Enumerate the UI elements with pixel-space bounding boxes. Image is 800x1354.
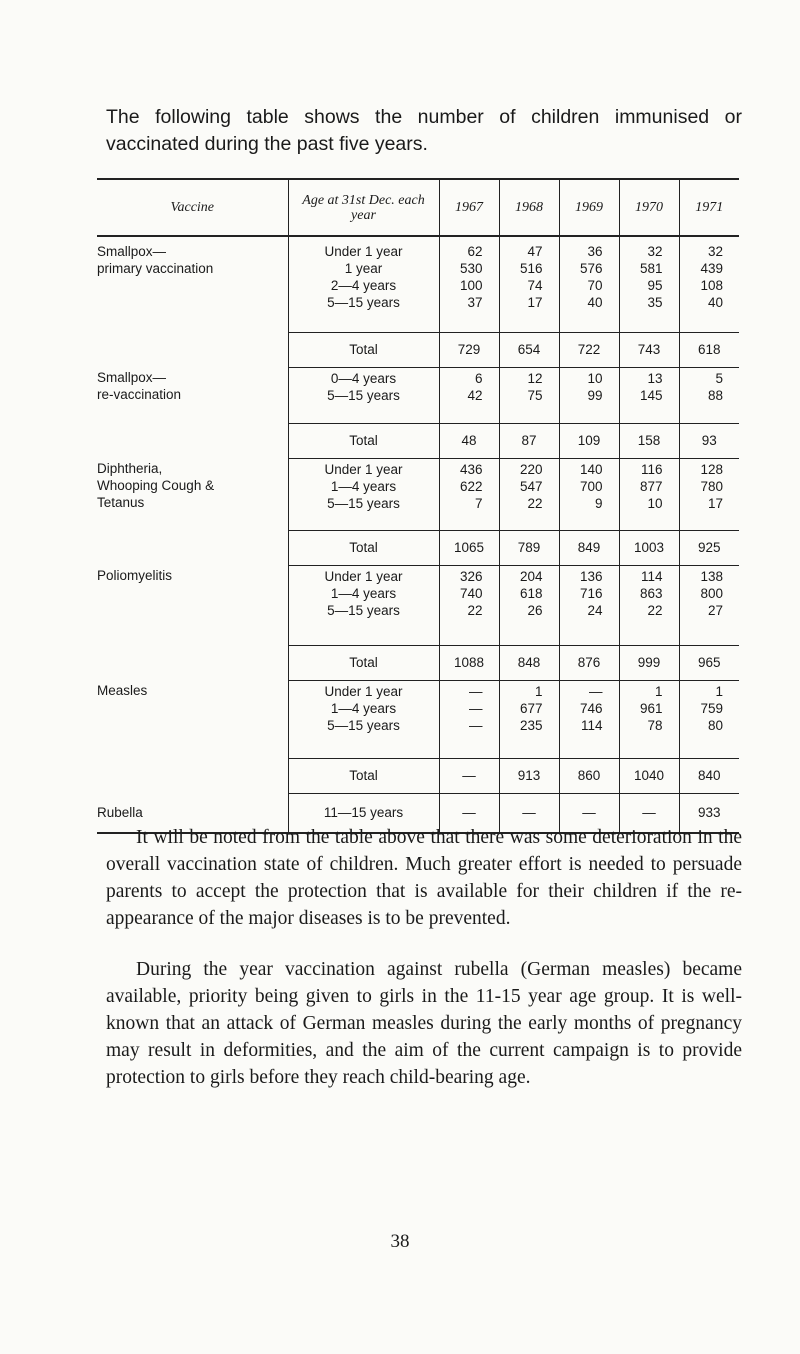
age-group: 5—15 years <box>327 717 400 733</box>
value-cell: 140 <box>579 461 603 477</box>
age-group: 1—4 years <box>330 700 397 716</box>
total-value: 48 <box>439 423 499 458</box>
value-cell: 32 <box>647 244 663 259</box>
total-value: 1088 <box>439 645 499 680</box>
value-cell: 128 <box>700 461 723 477</box>
table-row <box>97 680 739 758</box>
value-column <box>679 458 739 530</box>
value-cell: 70 <box>587 278 603 293</box>
value-cell: 436 <box>459 461 483 477</box>
value-cell: 78 <box>647 717 663 733</box>
paragraph-rubella: During the year vaccination against rubella (German measles) became available, priority being given to girls in the 11-15 year age group. It is well-known that an attack of German measles during the early months of pregnancy may result in deformities, and the aim of the current campaign is to provide protection to girls before they reach child-bearing age. <box>106 959 742 1088</box>
total-value: 618 <box>679 332 739 367</box>
table-row <box>97 236 739 332</box>
value-cell: 75 <box>527 387 543 403</box>
value-cell: 145 <box>639 387 663 403</box>
age-group: Under 1 year <box>324 461 403 477</box>
value-cell: 1 <box>715 683 723 699</box>
value-cell: 114 <box>640 568 663 584</box>
vaccine-name <box>97 236 288 367</box>
value-cell: 800 <box>700 585 723 601</box>
total-value: 965 <box>679 645 739 680</box>
total-value: 743 <box>619 332 679 367</box>
age-groups <box>288 680 439 758</box>
total-label: Total <box>288 423 439 458</box>
total-value: 87 <box>499 423 559 458</box>
value-cell: 35 <box>647 295 663 310</box>
value-column <box>679 367 739 423</box>
value-cell: 622 <box>459 478 483 494</box>
vaccine-name-line: Whooping Cough & <box>97 478 215 493</box>
total-value: 913 <box>499 758 559 793</box>
value-cell: — <box>469 717 483 733</box>
value-column <box>619 458 679 530</box>
header-year-1971: 1971 <box>679 179 739 236</box>
vaccine-name <box>97 680 288 793</box>
value-cell: 12 <box>527 370 543 386</box>
value-cell: 32 <box>707 244 723 259</box>
age-groups <box>288 236 439 332</box>
value-cell: 961 <box>639 700 663 716</box>
total-value: 840 <box>679 758 739 793</box>
value-cell: 9 <box>594 495 603 511</box>
total-label: Total <box>288 645 439 680</box>
value-cell: 95 <box>647 278 663 293</box>
value-column <box>559 680 619 758</box>
total-value: 789 <box>499 530 559 565</box>
vaccine-name-line: Smallpox— <box>97 244 167 259</box>
value-cell: 100 <box>459 278 483 293</box>
value-cell: 114 <box>580 717 603 733</box>
immunisation-table <box>97 178 739 834</box>
value-column <box>559 367 619 423</box>
value-cell: — <box>439 793 499 833</box>
value-column <box>499 565 559 645</box>
age-groups <box>288 565 439 645</box>
value-column <box>679 565 739 645</box>
value-cell: 581 <box>639 261 663 276</box>
value-column <box>439 565 499 645</box>
value-cell: 740 <box>459 585 483 601</box>
header-year-1967: 1967 <box>439 179 499 236</box>
vaccine-name-line: Diphtheria, <box>97 461 163 476</box>
total-value: 1065 <box>439 530 499 565</box>
total-label: Total <box>288 758 439 793</box>
paragraph-deterioration: It will be noted from the table above that there was some deterioration in the overall vaccination state of children. Much greater effort is needed to persuade parents to accept the protection that is available for their children if the re-appearance of the major diseases is to be prevented. <box>106 827 742 929</box>
value-cell: 22 <box>647 602 663 618</box>
age-group: 5—15 years <box>327 387 400 403</box>
vaccine-name-line: re-vaccination <box>97 387 182 402</box>
total-label: Total <box>288 332 439 367</box>
age-groups <box>288 367 439 423</box>
total-value: 876 <box>559 645 619 680</box>
value-column <box>619 680 679 758</box>
value-column <box>499 680 559 758</box>
value-cell: 863 <box>639 585 663 601</box>
value-cell: 22 <box>527 495 543 511</box>
value-cell: 10 <box>587 370 603 386</box>
total-value: 722 <box>559 332 619 367</box>
value-column <box>559 565 619 645</box>
vaccine-name-line: Smallpox— <box>97 370 167 385</box>
vaccine-name-line: primary vaccination <box>97 261 214 276</box>
age-group: 0—4 years <box>330 370 397 386</box>
value-cell: 74 <box>527 278 543 293</box>
total-value: 848 <box>499 645 559 680</box>
value-cell: 759 <box>700 700 723 716</box>
value-cell: 88 <box>707 387 723 403</box>
age-group: 1—4 years <box>330 585 397 601</box>
value-cell: 746 <box>579 700 603 716</box>
value-column <box>619 236 679 332</box>
vaccine-name: Rubella <box>97 793 288 833</box>
total-value: 999 <box>619 645 679 680</box>
value-cell: 530 <box>459 261 483 276</box>
value-column <box>439 458 499 530</box>
value-cell: 780 <box>700 478 723 494</box>
value-column <box>439 367 499 423</box>
value-cell: 235 <box>519 717 543 733</box>
value-column <box>499 458 559 530</box>
header-year-1970: 1970 <box>619 179 679 236</box>
value-cell: 27 <box>707 602 723 618</box>
value-cell: 326 <box>459 568 483 584</box>
intro-text: The following table shows the number of children immunised or vaccinated during the past five years. <box>106 106 742 155</box>
value-cell: 136 <box>579 568 603 584</box>
age-group: 1 year <box>344 261 383 276</box>
value-cell: 47 <box>527 244 543 259</box>
value-cell: 516 <box>519 261 543 276</box>
value-cell: 716 <box>579 585 603 601</box>
value-cell: — <box>559 793 619 833</box>
vaccine-name-line: Tetanus <box>97 495 145 510</box>
header-year-1969: 1969 <box>559 179 619 236</box>
value-cell: — <box>589 683 603 699</box>
value-column <box>619 565 679 645</box>
value-cell: 80 <box>707 717 723 733</box>
vaccine-name <box>97 458 288 565</box>
value-column <box>679 236 739 332</box>
value-cell: 6 <box>474 370 483 386</box>
vaccine-name-line: Poliomyelitis <box>97 568 173 583</box>
value-cell: 5 <box>715 370 723 386</box>
total-value: 849 <box>559 530 619 565</box>
value-column <box>679 680 739 758</box>
age-group: 5—15 years <box>327 495 400 511</box>
value-cell: 933 <box>679 793 739 833</box>
table-header-row <box>97 179 739 236</box>
total-value: 109 <box>559 423 619 458</box>
age-groups <box>288 458 439 530</box>
table-row <box>97 458 739 530</box>
value-column <box>439 680 499 758</box>
value-cell: 677 <box>519 700 543 716</box>
age-group: Under 1 year <box>324 244 403 259</box>
value-cell: 439 <box>700 261 723 276</box>
value-cell: 204 <box>519 568 543 584</box>
value-column <box>499 236 559 332</box>
value-cell: — <box>619 793 679 833</box>
value-cell: 37 <box>467 295 483 310</box>
table-row <box>97 565 739 645</box>
vaccine-name <box>97 367 288 458</box>
total-value: 729 <box>439 332 499 367</box>
value-cell: 700 <box>579 478 603 494</box>
age-group: 11—15 years <box>288 793 439 833</box>
value-cell: 116 <box>640 461 663 477</box>
value-cell: 877 <box>639 478 663 494</box>
value-cell: 17 <box>707 495 723 511</box>
value-cell: 62 <box>467 244 483 259</box>
value-column <box>499 367 559 423</box>
value-cell: — <box>499 793 559 833</box>
total-value: 158 <box>619 423 679 458</box>
value-cell: 576 <box>579 261 603 276</box>
value-cell: 1 <box>654 683 663 699</box>
value-cell: 40 <box>707 295 723 310</box>
value-cell: 618 <box>519 585 543 601</box>
total-value: 93 <box>679 423 739 458</box>
age-group: 1—4 years <box>330 478 397 494</box>
value-column <box>439 236 499 332</box>
value-column <box>619 367 679 423</box>
vaccine-name-line: Measles <box>97 683 148 698</box>
value-cell: 1 <box>534 683 543 699</box>
value-cell: 26 <box>527 602 543 618</box>
value-cell: 108 <box>700 278 723 293</box>
total-value: 654 <box>499 332 559 367</box>
header-vaccine: Vaccine <box>97 179 288 236</box>
value-cell: 36 <box>587 244 603 259</box>
value-cell: 99 <box>587 387 603 403</box>
age-group: 5—15 years <box>327 295 400 310</box>
total-value: 925 <box>679 530 739 565</box>
value-cell: 24 <box>587 602 603 618</box>
value-cell: 13 <box>647 370 663 386</box>
total-value: — <box>439 758 499 793</box>
age-group: 2—4 years <box>330 278 397 293</box>
total-value: 1003 <box>619 530 679 565</box>
value-cell: — <box>469 683 483 699</box>
value-cell: 7 <box>474 495 483 511</box>
value-cell: 547 <box>519 478 543 494</box>
value-cell: 10 <box>647 495 663 511</box>
value-cell: 17 <box>527 295 543 310</box>
header-year-1968: 1968 <box>499 179 559 236</box>
value-cell: 42 <box>467 387 483 403</box>
value-column <box>559 236 619 332</box>
value-cell: 22 <box>467 602 483 618</box>
total-value: 860 <box>559 758 619 793</box>
value-cell: 220 <box>519 461 543 477</box>
page-number: 38 <box>390 1231 410 1252</box>
total-label: Total <box>288 530 439 565</box>
age-group: Under 1 year <box>324 568 403 584</box>
age-group: Under 1 year <box>324 683 403 699</box>
value-column <box>559 458 619 530</box>
header-age: Age at 31st Dec. each year <box>288 179 439 236</box>
total-value: 1040 <box>619 758 679 793</box>
vaccine-name <box>97 565 288 680</box>
age-group: 5—15 years <box>327 602 400 618</box>
value-cell: 40 <box>587 295 603 310</box>
value-cell: — <box>469 700 483 716</box>
value-cell: 138 <box>700 568 723 584</box>
table-row <box>97 367 739 423</box>
